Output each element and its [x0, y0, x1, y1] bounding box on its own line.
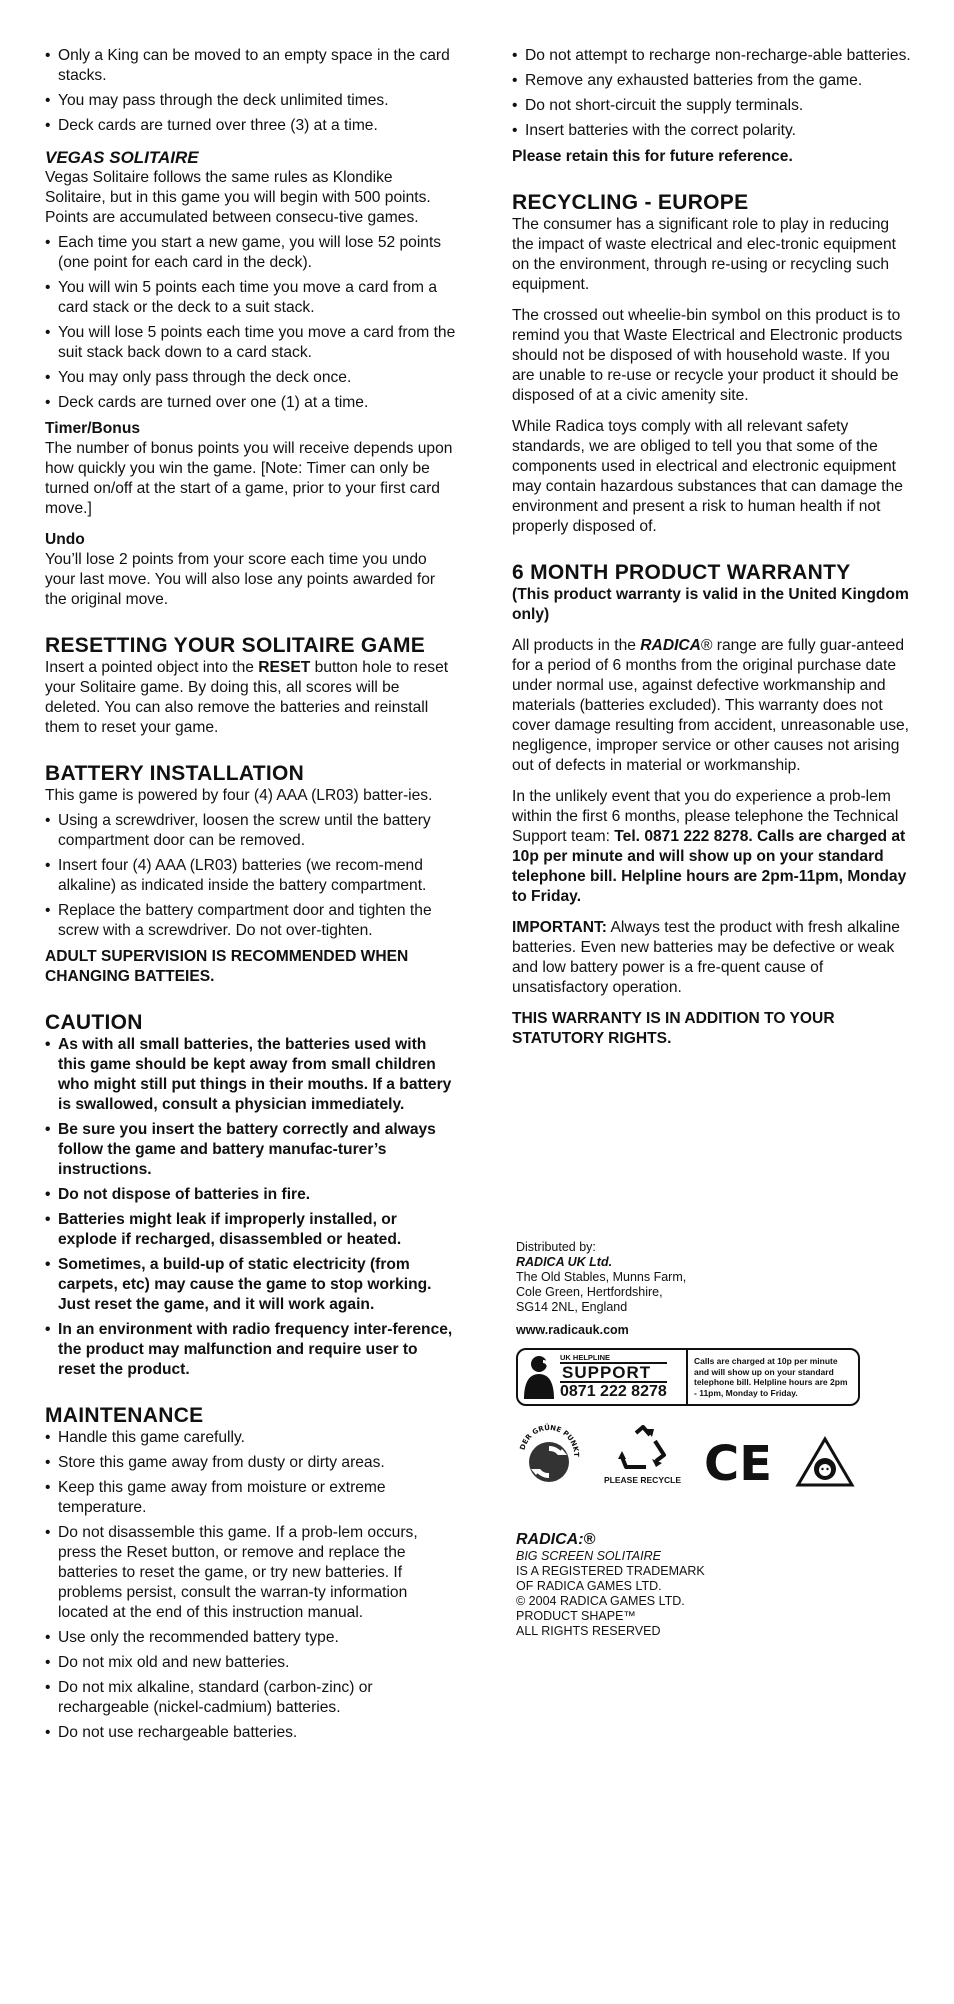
support-call-note: Calls are charged at 10p per minute and will show up on your standard telephone bill. Helpline hours are 2pm - 11pm, Monday to Friday. [694, 1356, 848, 1398]
timer-bonus-heading: Timer/Bonus [45, 420, 141, 437]
distributor-block [516, 1240, 856, 1639]
ce-mark-icon [703, 1436, 773, 1488]
warranty-p2: In the unlikely event that you do experience a prob-lem within the first 6 months, please telephone the Technical Support team: Tel. 0871 222 8278. Calls are charged at 10p per minute and will show up on your standard telephone bill. Helpline hours are 2pm-11pm, Monday to Friday. [512, 788, 907, 905]
klondike-rules-list [45, 46, 457, 136]
list-item: • Batteries might leak if improperly installed, or explode if recharged, disassembled or heated. [45, 1210, 457, 1250]
maintenance-list [45, 1428, 457, 1743]
list-item: • As with all small batteries, the batteries used with this game should be kept away from small children who might still put things in their mouths. If a battery is swallowed, consult a physician immediately. [45, 1035, 457, 1115]
warranty-p1: All products in the RADICA® range are fully guar-anteed for a period of 6 months from the original purchase date under normal use, against defective workmanship and materials (batteries excluded). This warranty does not cover damage resulting from accident, unreasonable use, negligence, improper service or other causes not arising out of defects in material or workmanship. [512, 637, 910, 774]
timer-bonus-text: The number of bonus points you will receive depends upon how quickly you win the game. [Note: Timer can only be turned on/off at the start of a game, prior to your first card move.] [45, 440, 453, 517]
undo-text: You’ll lose 2 points from your score each time you undo your last move. You will also lose any points awarded for the original move. [45, 551, 436, 608]
battery-safety-list [512, 46, 912, 141]
list-item: • In an environment with radio frequency inter-ference, the product may malfunction and require user to reset the product. [45, 1320, 457, 1380]
address-line: SG14 2NL, England [516, 1300, 628, 1314]
list-item: • Only a King can be moved to an empty space in the card stacks. [45, 46, 457, 86]
recycle-icon [616, 1425, 670, 1471]
list-item: • Do not use rechargeable batteries. [45, 1723, 457, 1743]
list-item: • Deck cards are turned over one (1) at a time. [45, 393, 457, 413]
helpline-support-box [516, 1348, 860, 1406]
right-column [512, 46, 912, 1060]
warranty-heading: 6 MONTH PRODUCT WARRANTY [512, 561, 851, 584]
list-item: • Do not mix old and new batteries. [45, 1653, 457, 1673]
trademark-line: OF RADICA GAMES LTD. [516, 1579, 662, 1593]
list-item: • Insert four (4) AAA (LR03) batteries (we recom-mend alkaline) as indicated inside the battery compartment. [45, 856, 457, 896]
warranty-subtitle: (This product warranty is valid in the United Kingdom only) [512, 586, 909, 623]
list-item: • Using a screwdriver, loosen the screw until the battery compartment door can be removed. [45, 811, 457, 851]
list-item: • Do not dispose of batteries in fire. [45, 1185, 457, 1205]
list-item: • You may pass through the deck unlimited times. [45, 91, 457, 111]
list-item: • Store this game away from dusty or dirty areas. [45, 1453, 457, 1473]
list-item: • Each time you start a new game, you will lose 52 points (one point for each card in the deck). [45, 233, 457, 273]
support-word: SUPPORT [560, 1362, 667, 1383]
list-item: • Do not mix alkaline, standard (carbon-zinc) or rechargeable (nickel-cadmium) batteries. [45, 1678, 457, 1718]
left-column [45, 46, 457, 1748]
trademark-block [516, 1530, 856, 1639]
radica-brand-text: RADICA [640, 637, 701, 654]
list-item: • Do not attempt to recharge non-recharge-able batteries. [512, 46, 912, 66]
list-item: • You may only pass through the deck once. [45, 368, 457, 388]
list-item: • Insert batteries with the correct polarity. [512, 121, 912, 141]
list-item: • Do not disassemble this game. If a prob-lem occurs, press the Reset button, or remove and replace the batteries to reset the game, or try new batteries. If problems persist, consult the warran-ty information located at the end of this instruction manual. [45, 1523, 457, 1623]
list-item: • Handle this game carefully. [45, 1428, 457, 1448]
list-item: • Do not short-circuit the supply terminals. [512, 96, 912, 116]
lion-mark-icon [795, 1436, 855, 1488]
list-item: • Use only the recommended battery type. [45, 1628, 457, 1648]
recycling-p1: The consumer has a significant role to play in reducing the impact of waste electrical and elec-tronic equipment on the environment, through re-using or recycling such equipment. [512, 216, 896, 293]
battery-steps-list [45, 811, 457, 941]
list-item: • Deck cards are turned over three (3) at a time. [45, 116, 457, 136]
reset-text: Insert a pointed object into the RESET button hole to reset your Solitaire game. By doing this, all scores will be deleted. You can also remove the batteries and reinstall them to reset your game. [45, 659, 449, 736]
address-line: Cole Green, Hertfordshire, [516, 1285, 663, 1299]
list-item: • Replace the battery compartment door and tighten the screw with a screwdriver. Do not over-tighten. [45, 901, 457, 941]
vegas-solitaire-heading: VEGAS SOLITAIRE [45, 148, 199, 167]
trademark-line: IS A REGISTERED TRADEMARK [516, 1564, 705, 1578]
warranty-important: IMPORTANT: Always test the product with fresh alkaline batteries. Even new batteries may be defective or weak and low battery power is a fre-quent cause of unsatisfactory operation. [512, 919, 900, 996]
certification-logos [516, 1422, 856, 1488]
product-name: BIG SCREEN SOLITAIRE [516, 1549, 661, 1563]
support-left-panel [518, 1350, 688, 1404]
radica-brand-logo: RADICA:® [516, 1531, 596, 1548]
reset-heading: RESETTING YOUR SOLITAIRE GAME [45, 634, 426, 657]
reset-keyword: RESET [258, 659, 311, 676]
person-phone-icon [522, 1355, 556, 1399]
caution-heading: CAUTION [45, 1011, 143, 1034]
list-item: • Be sure you insert the battery correctly and always follow the game and battery manufac-turer’s instructions. [45, 1120, 457, 1180]
recycling-p3: While Radica toys comply with all relevant safety standards, we are obliged to tell you that some of the components used in electrical and electronic equipment may contain hazardous substances that can damage the environment and present a risk to human health if not properly disposed of. [512, 418, 903, 535]
gruene-punkt-text: DER GRÜNE PUNKT [518, 1423, 581, 1457]
vegas-rules-list [45, 233, 457, 413]
battery-installation-heading: BATTERY INSTALLATION [45, 762, 305, 785]
list-item: • You will win 5 points each time you move a card from a card stack or the deck to a suit stack. [45, 278, 457, 318]
retain-notice: Please retain this for future reference. [512, 148, 793, 165]
distributed-by-label: Distributed by: [516, 1240, 596, 1254]
caution-list [45, 1035, 457, 1380]
list-item: • Remove any exhausted batteries from the game. [512, 71, 912, 91]
list-item: • Keep this game away from moisture or extreme temperature. [45, 1478, 457, 1518]
distributor-company: RADICA UK Ltd. [516, 1255, 613, 1269]
please-recycle-label: PLEASE RECYCLE [604, 1475, 681, 1485]
helpline-label: UK HELPLINE [560, 1353, 611, 1362]
trademark-line: © 2004 RADICA GAMES LTD. [516, 1594, 685, 1608]
gruene-punkt-icon [516, 1422, 582, 1488]
list-item: • Sometimes, a build-up of static electricity (from carpets, etc) may cause the game to stop working. Just reset the game, and it will work again. [45, 1255, 457, 1315]
maintenance-heading: MAINTENANCE [45, 1404, 204, 1427]
undo-heading: Undo [45, 531, 85, 548]
statutory-rights-notice: THIS WARRANTY IS IN ADDITION TO YOUR STATUTORY RIGHTS. [512, 1010, 835, 1047]
website-url[interactable]: www.radicauk.com [516, 1323, 629, 1337]
support-phone-number: 0871 222 8278 [560, 1383, 667, 1400]
list-item: • You will lose 5 points each time you move a card from the suit stack back down to a card stack. [45, 323, 457, 363]
recycling-heading: RECYCLING - EUROPE [512, 191, 749, 214]
adult-supervision-warning: ADULT SUPERVISION IS RECOMMENDED WHEN CHANGING BATTEIES. [45, 948, 409, 985]
recycling-p2: The crossed out wheelie-bin symbol on this product is to remind you that Waste Electrical and Electronic products should not be disposed of with household waste. If you are unable to re-use or recycle your product it should be disposed of at a civic amenity site. [512, 307, 903, 404]
vegas-intro: Vegas Solitaire follows the same rules as Klondike Solitaire, but in this game you will begin with 500 points. Points are accumulated between consecu-tive games. [45, 169, 431, 226]
battery-intro: This game is powered by four (4) AAA (LR03) batter-ies. [45, 787, 433, 804]
trademark-line: PRODUCT SHAPE™ [516, 1609, 636, 1623]
trademark-line: ALL RIGHTS RESERVED [516, 1624, 661, 1638]
ce-mark-text: CE [703, 1436, 773, 1488]
address-line: The Old Stables, Munns Farm, [516, 1270, 687, 1284]
